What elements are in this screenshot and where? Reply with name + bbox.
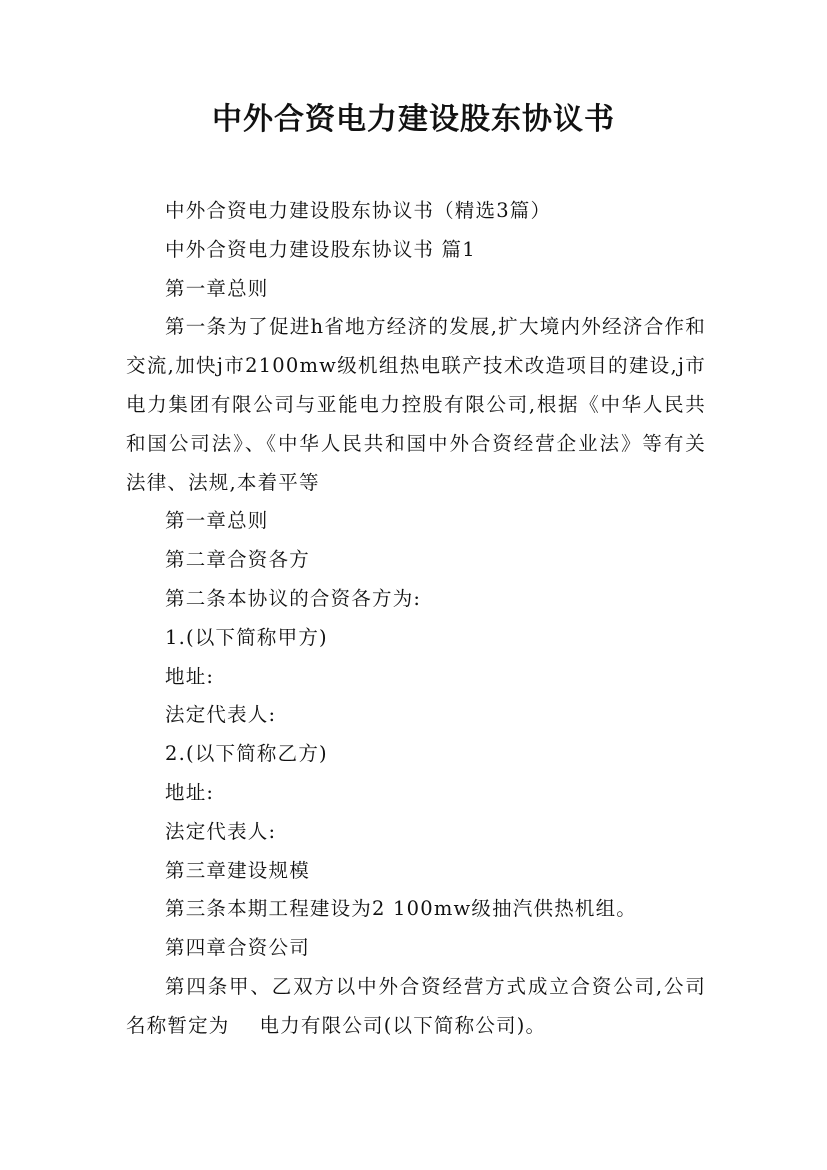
- paragraph-chapter-heading: 第四章合资公司: [165, 936, 310, 960]
- paragraph-article-3: 第三条本期工程建设为2 100mw级抽汽供热机组。: [165, 897, 638, 921]
- paragraph-part-heading: 中外合资电力建设股东协议书 篇1: [165, 237, 476, 261]
- article-4-text-end: 电力有限公司(以下简称公司)。: [259, 1013, 547, 1037]
- article-4-text: 第四条甲、乙双方以中外合资经营方式成立合资公司,公司名称暂定为: [126, 974, 706, 1037]
- paragraph-representative-label: 法定代表人:: [165, 819, 277, 843]
- document-body: [126, 192, 706, 1046]
- paragraph-party-a: 1.(以下简称甲方): [165, 625, 328, 649]
- paragraph-article-2: 第二条本协议的合资各方为:: [165, 586, 422, 610]
- paragraph-chapter-heading: 第三章建设规模: [165, 858, 310, 882]
- paragraph-address-label: 地址:: [165, 780, 215, 804]
- paragraph-chapter-heading: 第一章总则: [165, 509, 269, 533]
- paragraph-article-4: [126, 968, 706, 1046]
- paragraph-chapter-heading: 第二章合资各方: [165, 548, 310, 572]
- paragraph-subtitle: 中外合资电力建设股东协议书（精选3篇）: [165, 199, 552, 222]
- paragraph-address-label: 地址:: [165, 664, 215, 688]
- paragraph-party-b: 2.(以下简称乙方): [165, 742, 328, 766]
- document-title: 中外合资电力建设股东协议书: [212, 102, 615, 137]
- paragraph-chapter-heading: 第一章总则: [165, 276, 269, 300]
- paragraph-article-1: 第一条为了促进h省地方经济的发展,扩大境内外经济合作和交流,加快j市2100mw级机组热电联产技术改造项目的建设,j市电力集团有限公司与亚能电力控股有限公司,根据《中华人民共和国公司法》、《中华人民共和国中外合资经营企业法》等有关法律、法规,本着平等: [126, 315, 706, 494]
- paragraph-representative-label: 法定代表人:: [165, 703, 277, 727]
